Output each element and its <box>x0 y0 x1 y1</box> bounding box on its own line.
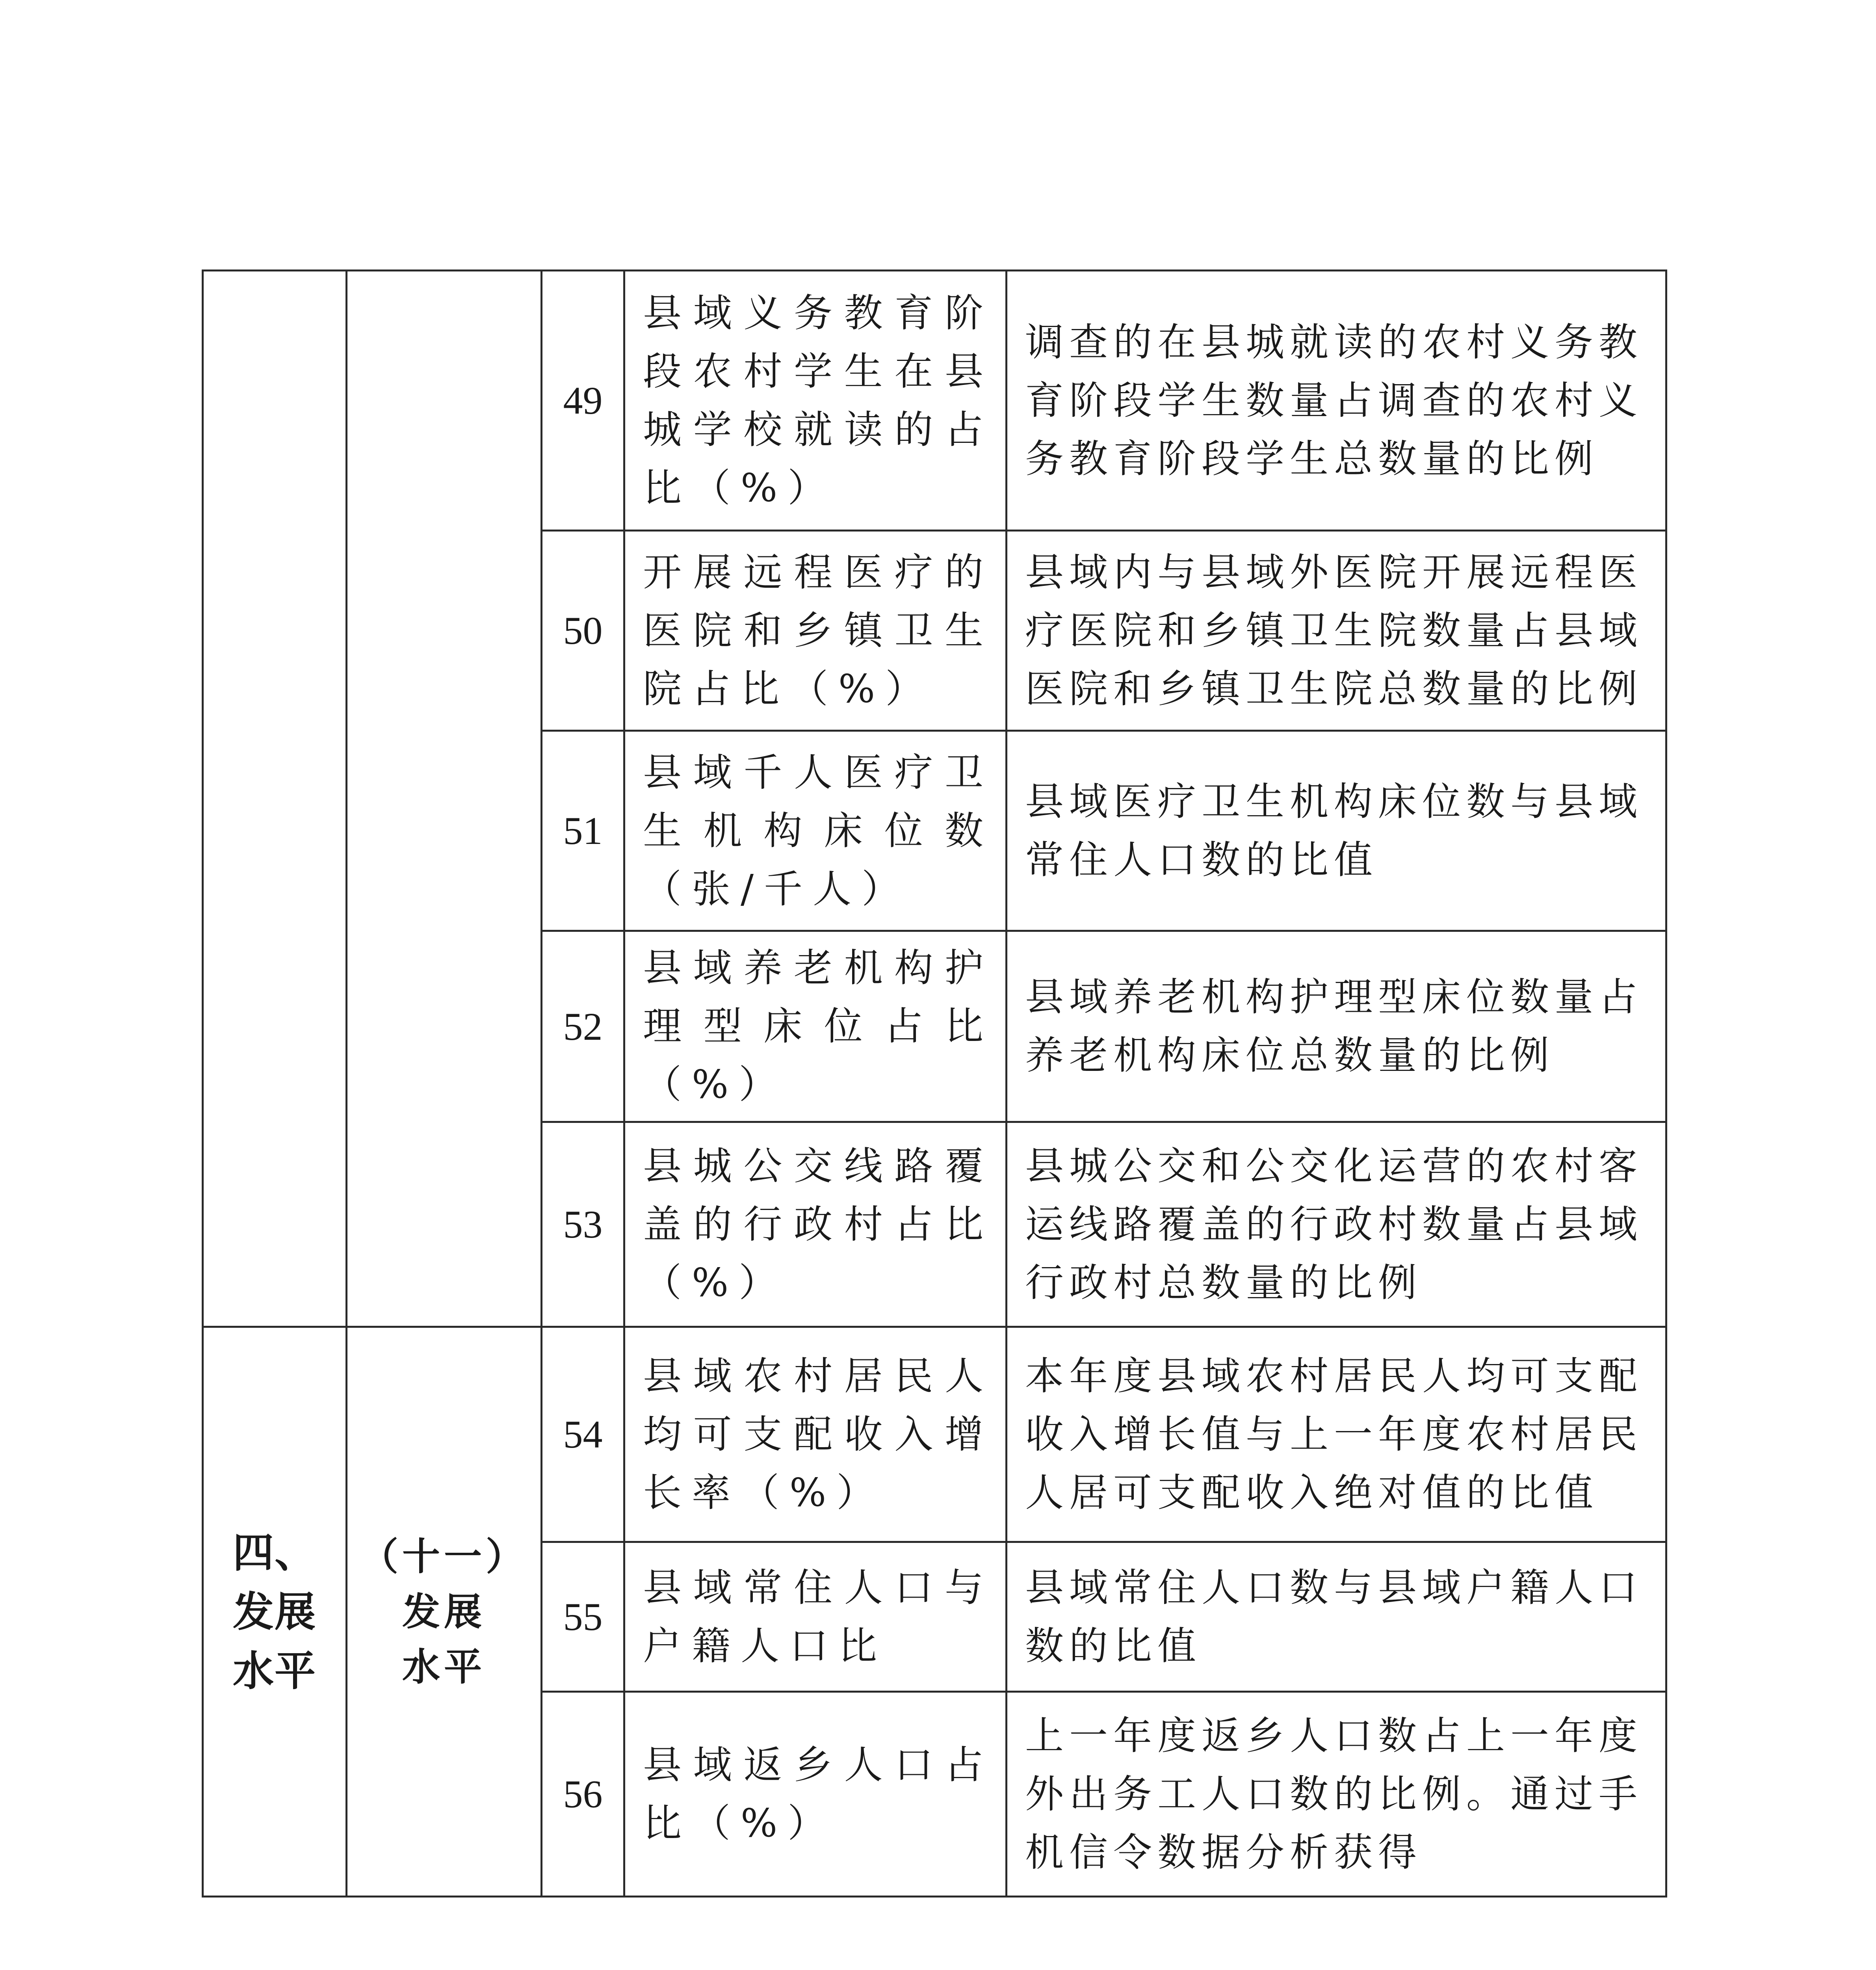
row-number: 55 <box>542 1542 624 1692</box>
indicator-description: 本年度县域农村居民人均可支配收入增长值与上一年度农村居民人居可支配收入绝对值的比值 <box>1007 1327 1666 1542</box>
indicator-name: 县城公交线路覆盖的行政村占比（%） <box>624 1122 1007 1327</box>
indicator-name: 开展远程医疗的医院和乡镇卫生院占比（%） <box>624 531 1007 731</box>
category-cell <box>203 1327 347 1897</box>
indicator-description: 县域常住人口数与县域户籍人口数的比值 <box>1007 1542 1666 1692</box>
indicator-name: 县域常住人口与户籍人口比 <box>624 1542 1007 1692</box>
row-number: 49 <box>542 271 624 531</box>
subcategory-cell <box>347 1327 542 1897</box>
subcategory-label: （十一） 发展 水平 <box>360 1534 528 1689</box>
indicator-name: 县域千人医疗卫生机构床位数（张/千人） <box>624 731 1007 931</box>
subcategory-cell-empty <box>347 271 542 1327</box>
indicator-description: 县域医疗卫生机构床位数与县域常住人口数的比值 <box>1007 731 1666 931</box>
indicator-description: 县域内与县域外医院开展远程医疗医院和乡镇卫生院数量占县域医院和乡镇卫生院总数量的比例 <box>1007 531 1666 731</box>
indicator-name: 县域养老机构护理型床位占比（%） <box>624 931 1007 1122</box>
indicator-name: 县域义务教育阶段农村学生在县城学校就读的占比（%） <box>624 271 1007 531</box>
row-number: 51 <box>542 731 624 931</box>
category-label: 四、 发展 水平 <box>232 1528 316 1695</box>
indicator-name: 县域农村居民人均可支配收入增长率（%） <box>624 1327 1007 1542</box>
row-number: 54 <box>542 1327 624 1542</box>
row-number: 56 <box>542 1692 624 1897</box>
table-row <box>203 1327 1666 1542</box>
row-number: 52 <box>542 931 624 1122</box>
indicator-description: 县城公交和公交化运营的农村客运线路覆盖的行政村数量占县域行政村总数量的比例 <box>1007 1122 1666 1327</box>
indicator-description: 上一年度返乡人口数占上一年度外出务工人口数的比例。通过手机信令数据分析获得 <box>1007 1692 1666 1897</box>
table-row <box>203 271 1666 531</box>
category-cell-empty <box>203 271 347 1327</box>
row-number: 50 <box>542 531 624 731</box>
indicator-name: 县域返乡人口占比（%） <box>624 1692 1007 1897</box>
row-number: 53 <box>542 1122 624 1327</box>
indicator-table <box>202 269 1667 1898</box>
indicator-description: 调查的在县城就读的农村义务教育阶段学生数量占调查的农村义务教育阶段学生总数量的比例 <box>1007 271 1666 531</box>
indicator-description: 县域养老机构护理型床位数量占养老机构床位总数量的比例 <box>1007 931 1666 1122</box>
